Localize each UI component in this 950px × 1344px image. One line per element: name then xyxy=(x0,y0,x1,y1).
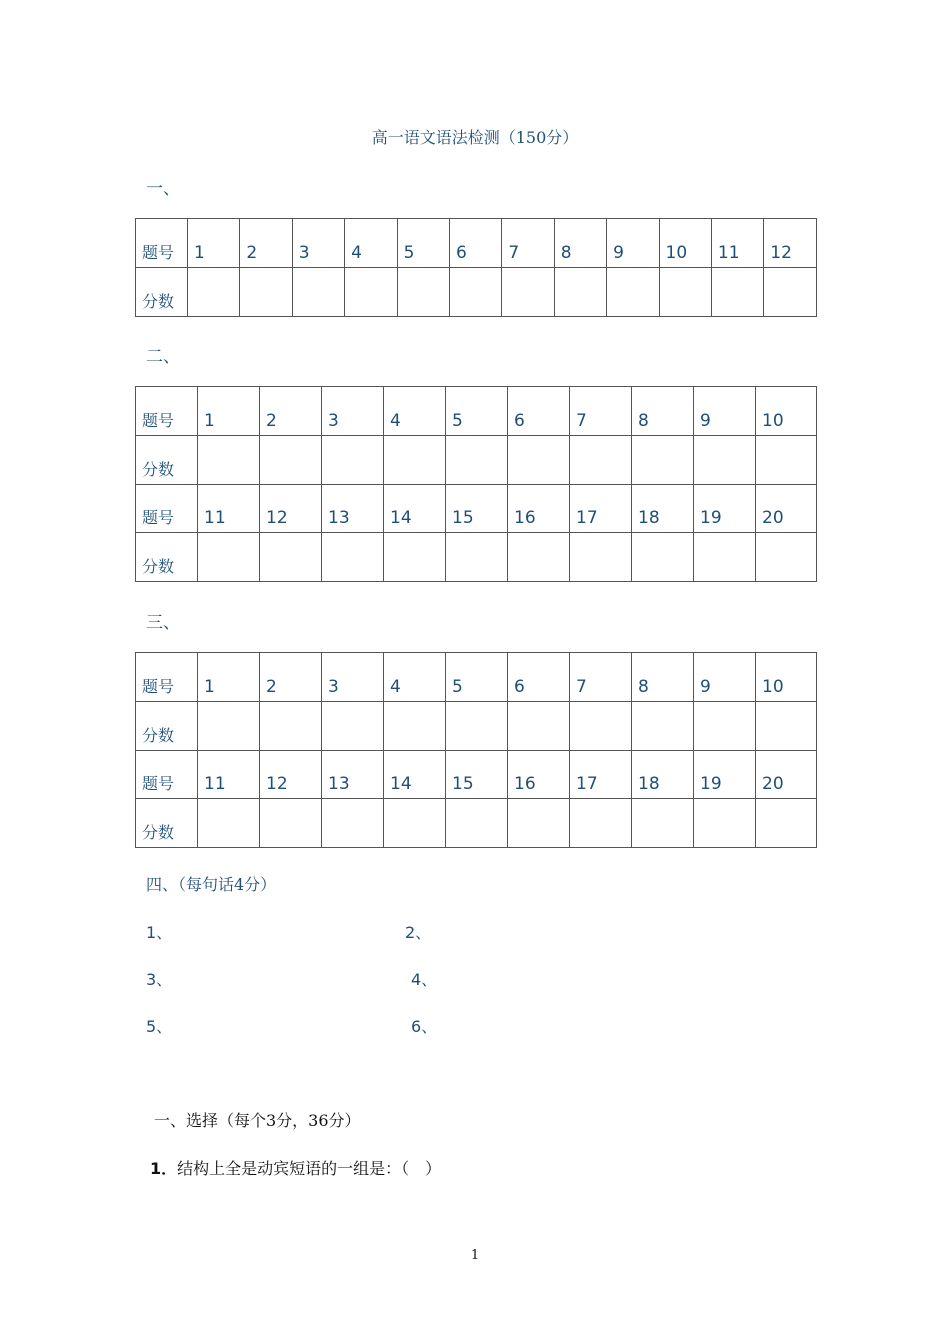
question-number: 9 xyxy=(694,653,756,702)
table-row xyxy=(136,387,817,436)
question-number: 12 xyxy=(260,485,322,533)
score-cell[interactable] xyxy=(711,268,763,317)
score-cell[interactable] xyxy=(260,436,322,485)
question-number: 8 xyxy=(632,387,694,436)
score-cell[interactable] xyxy=(570,533,632,582)
score-cell[interactable] xyxy=(292,268,344,317)
question-number-label: 题号 xyxy=(136,751,198,799)
question-number-label: 题号 xyxy=(136,485,198,533)
score-label: 分数 xyxy=(136,268,188,317)
score-cell[interactable] xyxy=(322,533,384,582)
score-cell[interactable] xyxy=(384,799,446,848)
score-cell[interactable] xyxy=(508,702,570,751)
score-cell[interactable] xyxy=(198,533,260,582)
score-cell[interactable] xyxy=(694,436,756,485)
question-number: 18 xyxy=(632,485,694,533)
question-number: 9 xyxy=(694,387,756,436)
score-cell[interactable] xyxy=(449,268,501,317)
section-3-heading: 三、 xyxy=(146,613,180,633)
question-number: 11 xyxy=(711,219,763,268)
question-number: 11 xyxy=(198,751,260,799)
score-cell[interactable] xyxy=(756,436,817,485)
table-row xyxy=(136,799,817,848)
table-row xyxy=(136,751,817,799)
score-cell[interactable] xyxy=(198,436,260,485)
score-cell[interactable] xyxy=(260,533,322,582)
score-cell[interactable] xyxy=(764,268,817,317)
question-number: 4 xyxy=(384,653,446,702)
table-row xyxy=(136,268,817,317)
question-1 xyxy=(150,1156,441,1179)
score-cell[interactable] xyxy=(446,533,508,582)
score-cell[interactable] xyxy=(694,799,756,848)
question-number: 8 xyxy=(554,219,606,268)
score-cell[interactable] xyxy=(322,799,384,848)
question-number: 14 xyxy=(384,485,446,533)
score-cell[interactable] xyxy=(198,702,260,751)
score-cell[interactable] xyxy=(756,702,817,751)
question-number: 20 xyxy=(756,485,817,533)
score-cell[interactable] xyxy=(384,436,446,485)
score-label: 分数 xyxy=(136,799,198,848)
section-4-heading: 四、（每句话4分） xyxy=(146,875,277,894)
score-label: 分数 xyxy=(136,533,198,582)
score-cell[interactable] xyxy=(260,799,322,848)
question-number-label: 题号 xyxy=(136,653,198,702)
question-number: 17 xyxy=(570,751,632,799)
question-number: 2 xyxy=(240,219,292,268)
score-cell[interactable] xyxy=(632,436,694,485)
score-cell[interactable] xyxy=(384,702,446,751)
question-number: 4 xyxy=(345,219,397,268)
question-number: 6 xyxy=(449,219,501,268)
question-number: 19 xyxy=(694,751,756,799)
question-1-text: 结构上全是动宾短语的一组是：（ ） xyxy=(177,1159,442,1178)
score-table-3 xyxy=(135,652,817,848)
score-cell[interactable] xyxy=(756,799,817,848)
score-cell[interactable] xyxy=(446,799,508,848)
score-cell[interactable] xyxy=(570,702,632,751)
table-row xyxy=(136,219,817,268)
score-cell[interactable] xyxy=(198,799,260,848)
question-number: 2 xyxy=(260,387,322,436)
question-number: 6 xyxy=(508,653,570,702)
question-number: 9 xyxy=(607,219,659,268)
question-number: 1 xyxy=(188,219,240,268)
score-cell[interactable] xyxy=(322,702,384,751)
score-cell[interactable] xyxy=(260,702,322,751)
section-2-heading: 二、 xyxy=(146,347,180,367)
score-cell[interactable] xyxy=(508,436,570,485)
question-number: 7 xyxy=(502,219,554,268)
question-number: 13 xyxy=(322,751,384,799)
page-title: 高一语文语法检测（150分） xyxy=(371,128,579,147)
question-number: 20 xyxy=(756,751,817,799)
answer-item-2: 2、 xyxy=(405,923,432,942)
score-label: 分数 xyxy=(136,702,198,751)
score-cell[interactable] xyxy=(607,268,659,317)
score-cell[interactable] xyxy=(694,533,756,582)
question-number: 12 xyxy=(764,219,817,268)
question-number: 10 xyxy=(756,387,817,436)
question-number: 8 xyxy=(632,653,694,702)
score-cell[interactable] xyxy=(240,268,292,317)
score-cell[interactable] xyxy=(508,533,570,582)
question-number: 16 xyxy=(508,485,570,533)
score-cell[interactable] xyxy=(508,799,570,848)
question-number-label: 题号 xyxy=(136,387,198,436)
score-cell[interactable] xyxy=(659,268,711,317)
question-number: 3 xyxy=(292,219,344,268)
question-number: 14 xyxy=(384,751,446,799)
question-number: 17 xyxy=(570,485,632,533)
question-number: 11 xyxy=(198,485,260,533)
score-cell[interactable] xyxy=(570,799,632,848)
table-row xyxy=(136,702,817,751)
question-number: 5 xyxy=(446,387,508,436)
question-number: 19 xyxy=(694,485,756,533)
question-number: 7 xyxy=(570,387,632,436)
question-number: 10 xyxy=(756,653,817,702)
question-number: 15 xyxy=(446,485,508,533)
question-number: 16 xyxy=(508,751,570,799)
score-cell[interactable] xyxy=(694,702,756,751)
score-cell[interactable] xyxy=(446,702,508,751)
question-number: 5 xyxy=(397,219,449,268)
question-number: 1 xyxy=(198,653,260,702)
question-number: 15 xyxy=(446,751,508,799)
score-cell[interactable] xyxy=(632,533,694,582)
question-number: 12 xyxy=(260,751,322,799)
score-cell[interactable] xyxy=(446,436,508,485)
question-number: 1 xyxy=(198,387,260,436)
question-number: 6 xyxy=(508,387,570,436)
question-number: 7 xyxy=(570,653,632,702)
score-table-1 xyxy=(135,218,817,317)
score-cell[interactable] xyxy=(554,268,606,317)
score-cell[interactable] xyxy=(384,533,446,582)
question-number: 3 xyxy=(322,653,384,702)
score-label: 分数 xyxy=(136,436,198,485)
score-cell[interactable] xyxy=(756,533,817,582)
score-cell[interactable] xyxy=(322,436,384,485)
answer-item-1: 1、 xyxy=(146,923,173,942)
question-number: 2 xyxy=(260,653,322,702)
table-row xyxy=(136,533,817,582)
score-cell[interactable] xyxy=(397,268,449,317)
score-cell[interactable] xyxy=(632,702,694,751)
section-1-heading: 一、 xyxy=(146,179,180,199)
page-number: 1 xyxy=(470,1248,480,1263)
table-row xyxy=(136,485,817,533)
answer-item-5: 5、 xyxy=(146,1017,173,1036)
table-row xyxy=(136,436,817,485)
score-cell[interactable] xyxy=(345,268,397,317)
question-number: 13 xyxy=(322,485,384,533)
score-cell[interactable] xyxy=(632,799,694,848)
score-cell[interactable] xyxy=(188,268,240,317)
question-1-number: 1． xyxy=(150,1159,178,1178)
question-number: 3 xyxy=(322,387,384,436)
question-number-label: 题号 xyxy=(136,219,188,268)
score-table-2 xyxy=(135,386,817,582)
part-1-heading: 一、选择（每个3分，36分） xyxy=(154,1111,361,1130)
question-number: 18 xyxy=(632,751,694,799)
answer-item-6: 6、 xyxy=(411,1017,438,1036)
table-row xyxy=(136,653,817,702)
answer-item-4: 4、 xyxy=(411,970,438,989)
question-number: 4 xyxy=(384,387,446,436)
question-number: 5 xyxy=(446,653,508,702)
question-number: 10 xyxy=(659,219,711,268)
score-cell[interactable] xyxy=(570,436,632,485)
answer-item-3: 3、 xyxy=(146,970,173,989)
score-cell[interactable] xyxy=(502,268,554,317)
